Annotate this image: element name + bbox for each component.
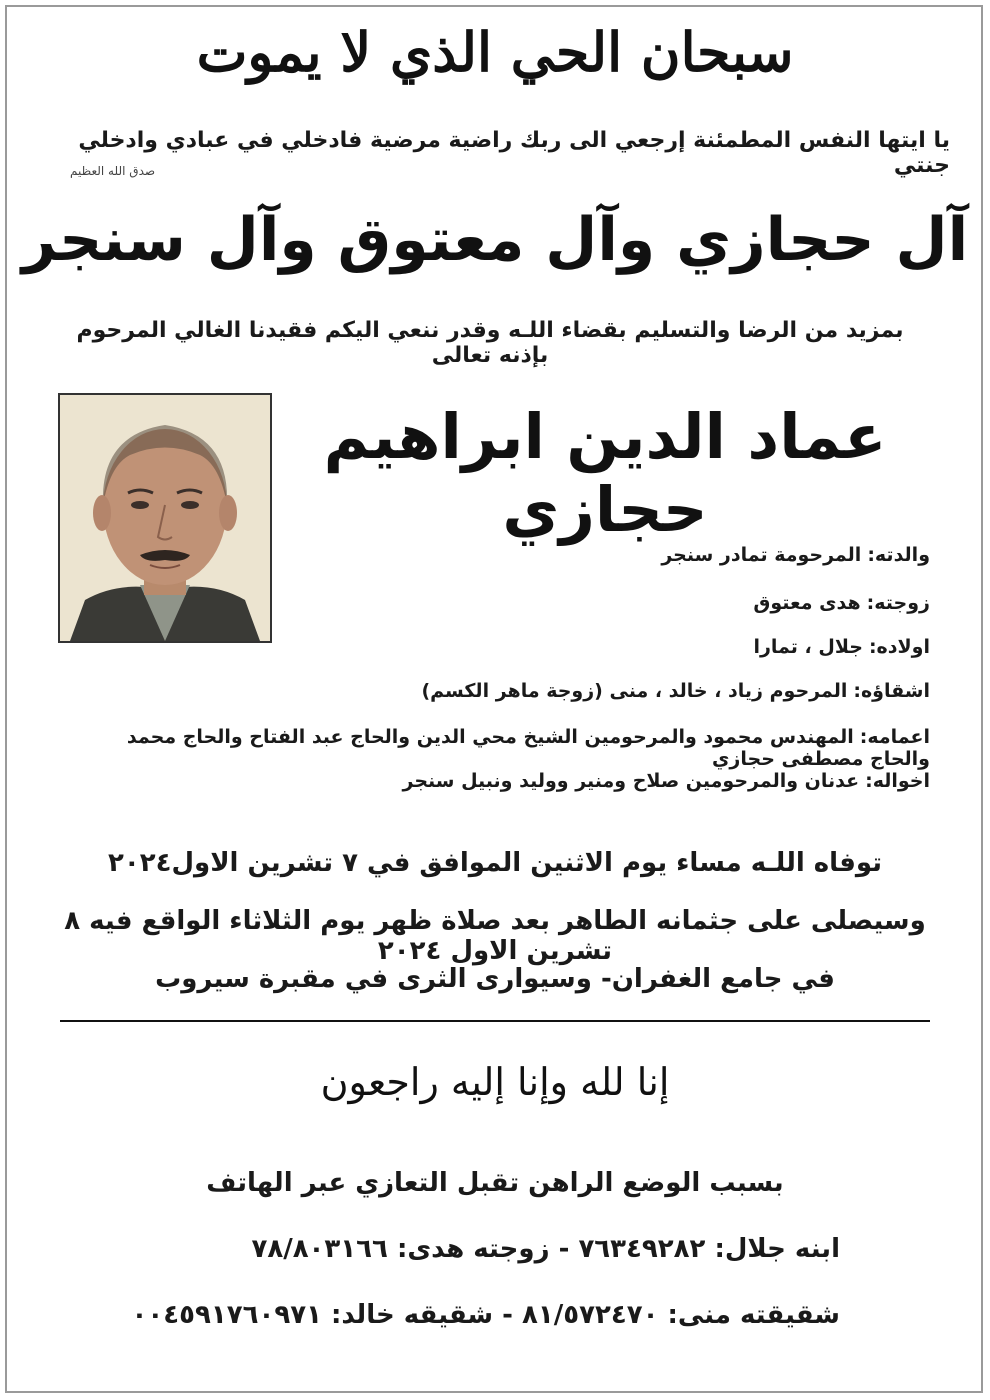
family-names-title: آل حجازي وآل معتوق وآل سنجر [21, 205, 969, 275]
obituary-intro: بمزيد من الرضا والتسليم بقضاء اللـه وقدر ننعي اليكم فقيدنا الغالي المرحوم بإذنه تعالى [76, 318, 904, 368]
condolence-notice: بسبب الوضع الراهن تقبل التعازي عبر الهاتف [206, 1168, 784, 1198]
relative-value: المرحومة تمادر سنجر [661, 544, 862, 566]
relative-value: المرحوم زياد ، خالد ، منى (زوجة ماهر الكسم) [421, 680, 848, 702]
funeral-prayer-line: وسيصلى على جثمانه الطاهر بعد صلاة ظهر يوم الثلاثاء الواقع فيه ٨ تشرين الاول ٢٠٢٤ [64, 906, 926, 966]
relative-line-wife [80, 592, 930, 614]
relative-line-children [80, 636, 930, 658]
divider [60, 1020, 930, 1022]
relative-value: المهندس محمود والمرحومين الشيخ محي الدين والحاج عبد الفتاح والحاج محمد والحاج مصطفى حجازي [126, 726, 930, 770]
burial-location-line: في جامع الغفران- وسيوارى الثرى في مقبرة سيروب [155, 964, 835, 994]
header-calligraphy: سبحان الحي الذي لا يموت [196, 20, 794, 84]
relative-line-maternal-uncles [80, 770, 930, 792]
phone-line: شقيقته منى: ٨١/٥٧٢٤٧٠ - شقيقه خالد: ٠٠٤٥٩١٧٦٠٩٧١ [131, 1300, 840, 1330]
inna-lillah-calligraphy: إنا لله وإنا إليه راجعون [320, 1060, 670, 1104]
relative-label: اشقاؤه: [853, 680, 930, 702]
relative-value: جلال ، تمارا [753, 636, 863, 658]
relative-label: اولاده: [868, 636, 930, 658]
relative-label: والدته: [867, 544, 930, 566]
relative-label: اخواله: [865, 770, 930, 792]
verse-closing: صدق الله العظيم [70, 164, 156, 178]
relative-line-paternal-uncles [80, 726, 930, 770]
relative-label: اعمامه: [859, 726, 930, 748]
phone-line: ابنه جلال: ٧٦٣٤٩٢٨٢ - زوجته هدى: ٧٨/٨٠٣١٦٦ [251, 1234, 840, 1264]
relative-value: عدنان والمرحومين صلاح ومنير ووليد ونبيل سنجر [402, 770, 860, 792]
relative-value: هدى معتوق [753, 592, 861, 614]
relative-label: زوجته: [866, 592, 930, 614]
relative-line-siblings [80, 680, 930, 702]
deceased-name: عماد الدين ابراهيم حجازي [323, 400, 887, 546]
death-date-line: توفاه اللـه مساء يوم الاثنين الموافق في ٧ تشرين الاول٢٠٢٤ [107, 848, 882, 878]
relative-line-mother [80, 544, 930, 566]
quran-verse: يا ايتها النفس المطمئنة إرجعي الى ربك راضية مرضية فادخلي في عبادي وادخلي جنتي [78, 128, 950, 178]
